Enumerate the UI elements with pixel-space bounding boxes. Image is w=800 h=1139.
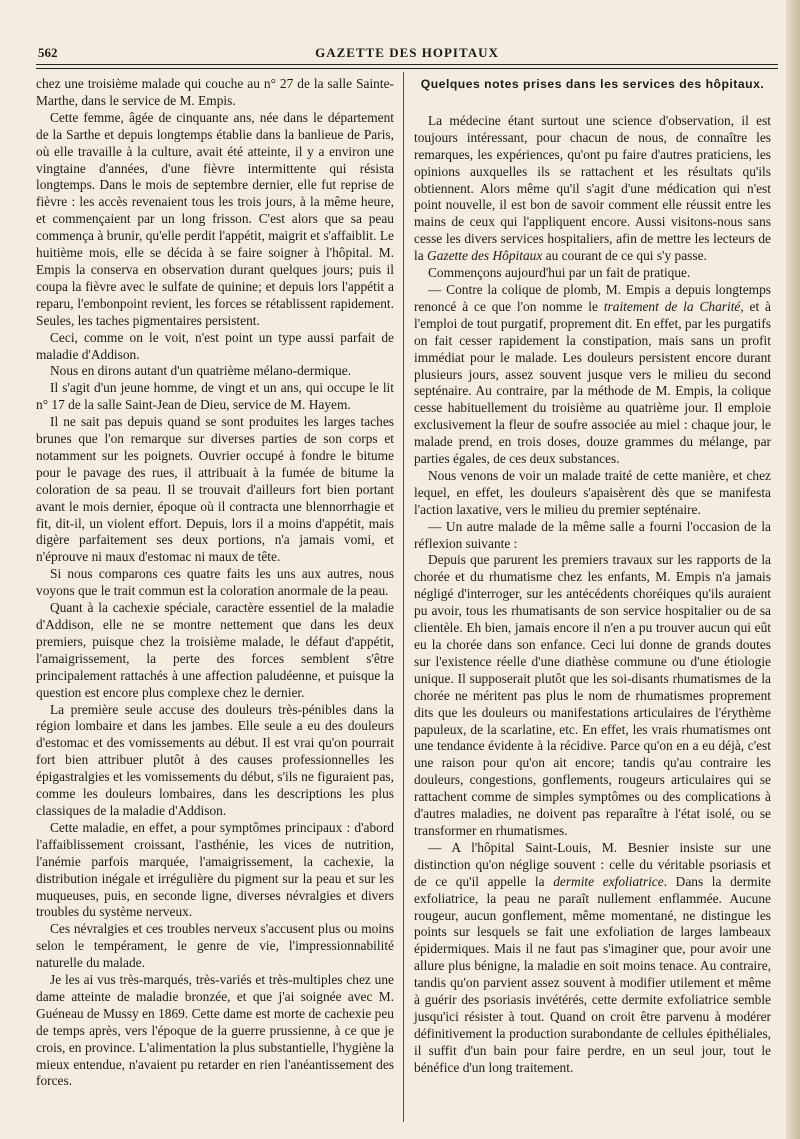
paragraph-text: . Dans la dermite exfoliatrice, la peau ne paraît nullement enflammée. Aucune rougeur, aucun gonflement, même momentané, ne distingue les points sur lesquels se fait une exfoliation de larges lambeaux épidermiques. Mais il ne faut pas s'imaginer que, pour avoir une allure plus bénigne, la maladie en soit moins tenace. Au contraire, tandis qu'on parvient assez souvent à modifier utilement et même à guérir des psoriasis invétérés, cette dermite exfoliatrice semble jusqu'ici résister à tout. Quand on croit être parvenu à modérer définitivement la production surabondante de cellules épithéliales, il suffit d'un bain pour faire perdre, en un seul jour, tout le bénéfice d'un long traitement. [414,873,771,1075]
page-number: 562 [38,45,58,60]
paragraph-text: — Contre la colique de plomb, M. Empis a depuis longtemps renoncé à ce que l'on nomme le [414,281,771,314]
journal-name: Gazette des Hôpitaux [427,248,543,264]
paragraph: chez une troisième malade qui couche au n° 27 de la salle Sainte-Marthe, dans le service de M. Empis. [36,76,394,108]
paragraph: Depuis que parurent les premiers travaux sur les rapports de la chorée et du rhumatisme chez les enfants, M. Empis n'a jamais négligé d'interroger, sur les antécédents choréiques qu'ils auraient pu avoir, tous les rhumatisants de son service hospitalier ou de sa clientèle. Eh bien, jamais encore il n'en a pu trouver aucun qui eût eu la chorée dans son enfance. Ceci lui donne de grands doutes sur l'existence réelle d'une diathèse commune ou d'une étiologie unique. Il supposerait plutôt que les soi-disants rhumatismes de la chorée ne méritent pas plus le nom de rhumatismes proprement dits que les douleurs ou manifestations articulaires de l'érythème papuleux, de la scarlatine, etc. En effet, les vrais rhumatismes ont une tendance évidente à la récidive. Parce qu'on en a eu déjà, c'est une raison pour qu'on ait encore; tandis qu'au contraire les douleurs, congestions, gonflements, rougeurs articulaires qui se rattachent comme de simples symptômes ou des complications à d'autres maladies, ne doivent pas reparaître à l'état isolé, ou se transformer en rhumatismes. [414,552,771,838]
paragraph [414,840,771,1077]
paragraph: — Un autre malade de la même salle a fourni l'occasion de la réflexion suivante : [414,518,771,551]
treatment-name: traitement de la Charité [603,298,741,314]
left-column [36,76,394,1090]
paragraph: Ces névralgies et ces troubles nerveux s'accusent plus ou moins selon le tempérament, le genre de vie, l'impressionnabilité naturelle du malade. [36,921,394,971]
column-divider [403,72,404,1122]
paragraph: Ceci, comme on le voit, n'est point un type aussi parfait de maladie d'Addison. [36,329,394,362]
disease-name: dermite exfoliatrice [553,873,664,889]
paragraph: Cette maladie, en effet, a pour symptômes principaux : d'abord l'affaiblissement croissant, l'asthénie, les vices de nutrition, l'anémie parfois marquée, l'amaigrissement, la cachexie, la distribution inégale et irrégulière du pigment sur la peau et sur les muqueuses, puis, en seconde ligne, diverses névralgies et divers troubles du système nerveux. [36,819,394,920]
paragraph-text: au courant de ce qui s'y passe. [542,248,707,264]
page-edge [786,0,800,1139]
paragraph: Si nous comparons ces quatre faits les uns aux autres, nous voyons que le trait commun est la coloration anormale de la peau. [36,566,394,599]
paragraph: La première seule accuse des douleurs très-pénibles dans la région lombaire et dans les jambes. Elle seule a eu des douleurs d'estomac et des vomissements au début. Il est vrai qu'on pourrait fort bien attribuer plutôt à des causes professionnelles les épigastralgies et les vomissements du début, s'ils ne figuraient pas, comme les douleurs lombaires, dans les descriptions les plus classiques de la maladie d'Addison. [36,701,394,818]
page-header [36,40,778,64]
paragraph: Je les ai vus très-marqués, très-variés et très-multiples chez une dame atteinte de maladie bronzée, et que j'ai soignée avec M. Guéneau de Mussy en 1869. Cette dame est morte de cachexie peu de temps après, vers l'époque de la guerre prussienne, à ce que je crois, en province. L'alimentation la plus substantielle, l'hygiène la mieux entendue, n'avaient pu retarder en rien l'anéantissement des forces. [36,972,394,1089]
paragraph: Il s'agit d'un jeune homme, de vingt et un ans, qui occupe le lit n° 17 de la salle Saint-Jean de Dieu, service de M. Hayem. [36,380,394,413]
paragraph [414,282,771,468]
paragraph-text: La médecine étant surtout une science d'observation, il est toujours intéressant, pour chacun de nous, de connaître les remarques, les expériences, qu'ont pu faire d'autres praticiens, les opinions auxquelles ils se rattachent et les résultats qu'ils obtiennent. Alors même qu'il s'agit d'une médication qui n'est point nouvelle, il est bon de savoir comment elle réussit entre les mains de ceux qui l'appliquent encore. Aussi visitons-nous sans cesse les divers services hospitaliers, afin de mettre les lecteurs de la [414,112,771,264]
paragraph-text: , et à l'emploi de tout purgatif, proprement dit. En effet, par les purgatifs on fait cesser rapidement la constipation, mais sans un profit immédiat pour le malade. Les douleurs persistent encore durant plusieurs jours, assez souvent jusque vers le milieu du second septénaire. Au contraire, par la méthode de M. Empis, la colique cesse habituellement du troisième au quatrième jour. Il emploie exclusivement la fleur de soufre associée au miel : chaque jour, le malade prend, en trois doses, douze grammes du mélange, par parties égales, de ces deux substances. [414,298,772,467]
paragraph: Nous venons de voir un malade traité de cette manière, et chez lequel, en effet, les douleurs s'apaisèrent dès que se manifesta l'action laxative, vers le milieu du premier septénaire. [414,467,771,517]
header-rule [36,64,778,65]
journal-title: GAZETTE DES HOPITAUX [315,45,499,60]
paragraph [414,113,771,265]
paragraph: Il ne sait pas depuis quand se sont produites les larges taches brunes que l'on remarque sur diverses parties de son corps et notamment sur les poignets. Ouvrier occupé à fondre le bitume pour le pavage des rues, il attribuait à la fumée de bitume la coloration de sa peau. Il se trouvait d'ailleurs fort bien portant avant le mois dernier, époque où il contracta une blennorrhagie et fit, dit-il, un violent effort. Depuis, lors il a moins d'appétit, mais digère parfaitement ses deux portions, n'a jamais vomi, et n'éprouve ni maux d'estomac ni maux de tête. [36,414,394,565]
paragraph: Quant à la cachexie spéciale, caractère essentiel de la maladie d'Addison, elle ne se montre nettement que dans les deux premiers, puisque chez la troisième malade, le défaut d'appétit, l'amaigrissement, la perte des forces semblent s'être principalement rattachés à une affection paludéenne, et puisque la question est encore plus complexe chez le dernier. [36,600,394,700]
paragraph: Commençons aujourd'hui par un fait de pratique. [428,265,691,281]
paragraph: Nous en dirons autant d'un quatrième mélano-dermique. [50,363,352,379]
paragraph: Cette femme, âgée de cinquante ans, née dans le département de la Sarthe et depuis longtemps établie dans la banlieue de Paris, où elle travaille à la culture, avait été atteinte, il y a environ une vingtaine d'années, d'une fièvre intermittente qui résista longtemps. Dans le mois de septembre dernier, elle fut reprise de fièvre : les accès revenaient tous les trois jours, à la même heure, et commençaient par un long frisson. C'est alors que sa peau commença à brunir, qu'elle perdit l'appétit, maigrit et s'affaiblit. Le huitième mois, elle se décida à se faire soigner à l'hôpital. M. Empis la conserva en observation durant quelques jours; puis il coupa la fièvre avec le sulfate de quinine; et depuis lors l'appétit a reparu, l'embonpoint revient, les forces se rétablissent rapidement. Seules, les taches pigmentaires persistent. [36,109,394,328]
paragraph-text: — A l'hôpital Saint-Louis, M. Besnier insiste sur une distinction qu'on néglige souvent : celle du véritable psoriasis et de ce qu'il appelle la [414,839,771,889]
header-rule-thin [36,68,778,69]
right-column [414,76,771,1077]
section-heading: Quelques notes prises dans les services des hôpitaux. [420,77,765,91]
